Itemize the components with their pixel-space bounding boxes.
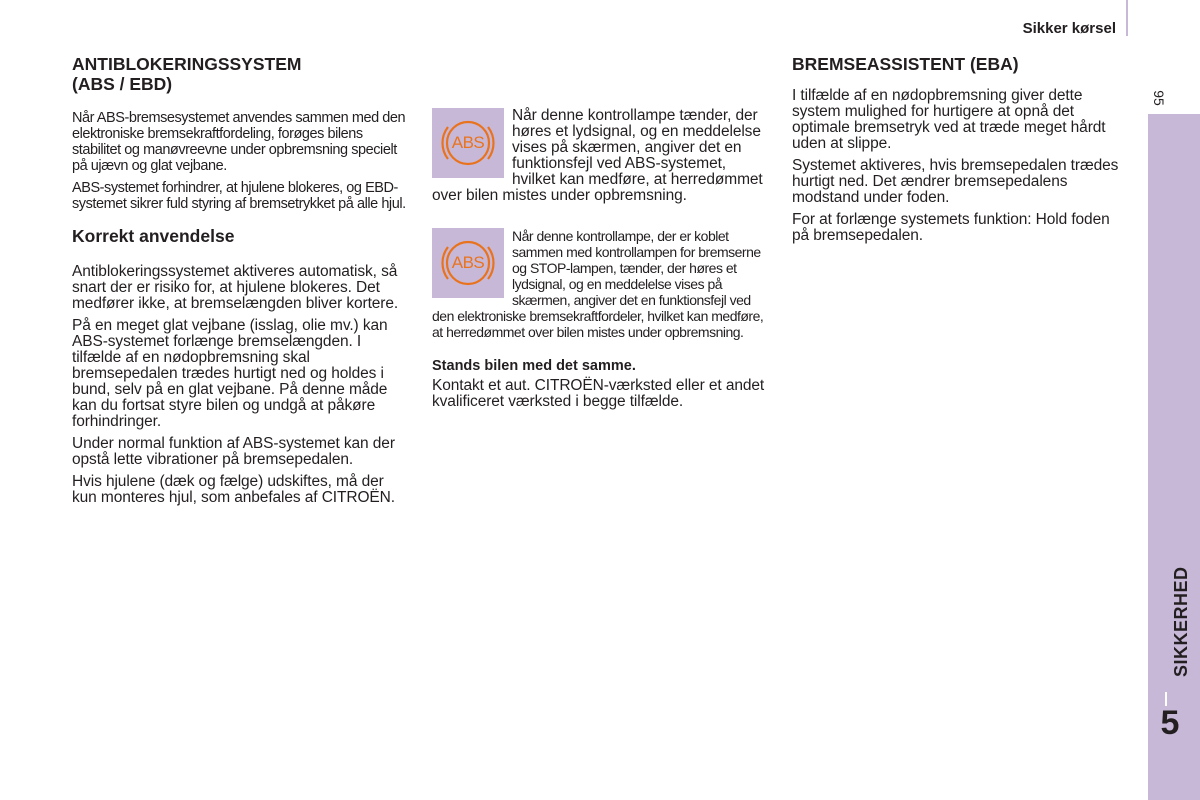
correct-use-heading: Korrekt anvendelse [72,226,235,246]
abs-section-title [72,54,412,94]
abs-warning-lamp-icon [438,113,498,173]
eba-paragraph: For at forlænge systemets funktion: Hold foden på bremsepedalen. [792,211,1110,244]
warning-lamp-box [432,228,504,298]
correct-use-paragraph: På en meget glat vejbane (isslag, olie mv.) kan ABS-systemet forlænge bremselængden. I tilfælde af en nødopbremsning skal bremsepedalen trædes hurtigt ned og holdes i bund, selv på en glat vejbane. På denne måde kan du fortsat styre bilen og undgå at påkøre forhindringer. [72,317,388,430]
right-column [792,54,1124,250]
chapter-tab [1148,114,1200,800]
left-column [72,54,412,512]
chapter-tab-label: SIKKERHED [1171,566,1191,677]
header-divider [1126,0,1128,36]
page-number: 95 [1151,90,1167,106]
abs-icon-label: ABS [451,253,485,272]
eba-paragraph: Systemet aktiveres, hvis bremsepedalen trædes hurtigt ned. Det ændrer bremsepedalens modstand under foden. [792,157,1119,206]
running-title: Sikker kørsel [1022,20,1116,37]
correct-use-paragraph: Antiblokeringssystemet aktiveres automatisk, så snart der er risiko for, at hjulene blokeres. Det medfører ikke, at bremselængden bliver kortere. [72,263,399,312]
ebd-warning-block [432,228,772,340]
correct-use-paragraph: Under normal funktion af ABS-systemet kan der opstå lette vibrationer på bremsepedalen. [72,435,395,468]
abs-warning-text: Når denne kontrollampe tænder, der høres et lydsignal, og en meddelelse vises på skærmen, angiver det en funktionsfejl ved ABS-systemet, hvilket kan medføre, at herredømmet over bilen mistes under opbremsning. [432,107,763,204]
abs-title-line2: (ABS / EBD) [72,74,173,94]
stop-instruction: Stands bilen med det samme. [432,358,636,374]
correct-use-paragraph: Hvis hjulene (dæk og fælge) udskiftes, må der kun monteres hjul, som anbefales af CITROËN. [72,473,395,506]
contact-workshop-text: Kontakt et aut. CITROËN-værksted eller et andet kvalificeret værksted i begge tilfælde. [432,377,765,410]
abs-intro-paragraph: ABS-systemet forhindrer, at hjulene blokeres, og EBD-systemet sikrer fuld styring af bremsetrykket på alle hjul. [72,180,406,212]
eba-section-title: BREMSEASSISTENT (EBA) [792,54,1019,74]
warning-lamp-box [432,108,504,178]
abs-title-line1: ANTIBLOKERINGSSYSTEM [72,54,302,74]
chapter-number: 5 [1160,704,1180,742]
abs-warning-block [432,108,772,204]
eba-paragraph: I tilfælde af en nødopbremsning giver dette system mulighed for hurtigere at opnå det optimale bremsetryk ved at træde meget hårdt uden at slippe. [792,87,1106,152]
middle-column [432,108,772,416]
abs-intro-paragraph: Når ABS-bremsesystemet anvendes sammen med den elektroniske bremsekraftfordeling, forøges bilens stabilitet og manøvreevne under opbremsning specielt på ujævn og glat vejbane. [72,110,406,174]
abs-warning-lamp-icon [438,233,498,293]
ebd-warning-text: Når denne kontrollampe, der er koblet sammen med kontrollampen for bremserne og STOP-lampen, tænder, der høres et lydsignal, og en meddelelse vises på skærmen, angiver det en funktionsfejl ved den elektroniske bremsekraftfordeler, hvilket kan medføre, at herredømmet over bilen mistes under opbremsning. [432,228,764,340]
abs-icon-label: ABS [451,133,485,152]
